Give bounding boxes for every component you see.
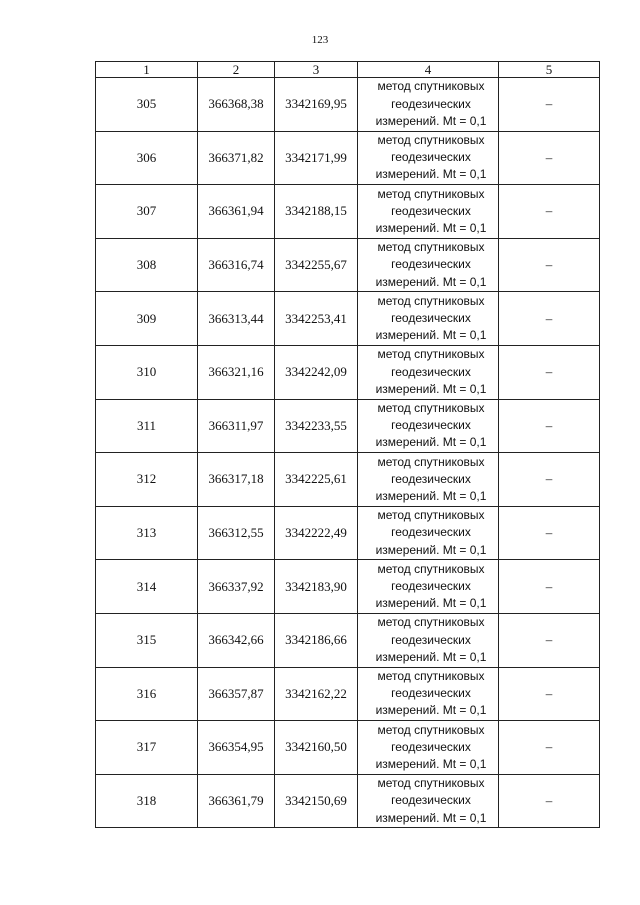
method-cell xyxy=(358,613,499,667)
description-cell: – xyxy=(499,453,600,507)
description-cell: – xyxy=(499,185,600,239)
x-coordinate-cell: 366361,94 xyxy=(198,185,275,239)
method-text-line: метод спутниковых xyxy=(377,240,485,255)
y-coordinate-cell: 3342222,49 xyxy=(275,506,358,560)
x-coordinate-cell: 366313,44 xyxy=(198,292,275,346)
table-row xyxy=(96,78,600,132)
description-cell: – xyxy=(499,506,600,560)
y-coordinate-cell: 3342242,09 xyxy=(275,345,358,399)
x-coordinate-cell: 366321,16 xyxy=(198,345,275,399)
method-cell xyxy=(358,506,499,560)
point-number-cell: 311 xyxy=(96,399,198,453)
y-coordinate-cell: 3342233,55 xyxy=(275,399,358,453)
method-cell xyxy=(358,185,499,239)
table-row xyxy=(96,131,600,185)
x-coordinate-cell: 366361,79 xyxy=(198,774,275,828)
method-text-line: метод спутниковых xyxy=(377,293,485,308)
method-text-line: геодезических xyxy=(391,364,471,379)
point-number-cell: 305 xyxy=(96,78,198,132)
y-coordinate-cell: 3342160,50 xyxy=(275,721,358,775)
description-cell: – xyxy=(499,667,600,721)
method-cell xyxy=(358,78,499,132)
method-text-line: метод спутниковых xyxy=(377,454,485,469)
method-text-line: измерений. Mt = 0,1 xyxy=(375,435,487,450)
method-text-line: измерений. Mt = 0,1 xyxy=(375,167,487,182)
method-cell xyxy=(358,399,499,453)
y-coordinate-cell: 3342150,69 xyxy=(275,774,358,828)
table-body xyxy=(96,78,600,828)
method-cell xyxy=(358,774,499,828)
method-text-line: геодезических xyxy=(391,203,471,218)
method-cell xyxy=(358,345,499,399)
method-text-line: метод спутниковых xyxy=(377,186,485,201)
description-cell: – xyxy=(499,292,600,346)
description-cell: – xyxy=(499,238,600,292)
method-text-line: геодезических xyxy=(391,96,471,111)
method-text-line: геодезических xyxy=(391,632,471,647)
description-cell: – xyxy=(499,560,600,614)
description-cell: – xyxy=(499,721,600,775)
x-coordinate-cell: 366316,74 xyxy=(198,238,275,292)
table-row xyxy=(96,399,600,453)
method-cell xyxy=(358,667,499,721)
page-number: 123 xyxy=(311,34,329,46)
table-row xyxy=(96,292,600,346)
x-coordinate-cell: 366311,97 xyxy=(198,399,275,453)
x-coordinate-cell: 366317,18 xyxy=(198,453,275,507)
point-number-cell: 308 xyxy=(96,238,198,292)
point-number-cell: 309 xyxy=(96,292,198,346)
method-text-line: измерений. Mt = 0,1 xyxy=(375,810,487,825)
method-text-line: метод спутниковых xyxy=(377,133,485,148)
table-row xyxy=(96,238,600,292)
method-text-line: метод спутниковых xyxy=(377,401,485,416)
method-text-line: измерений. Mt = 0,1 xyxy=(375,221,487,236)
description-cell: – xyxy=(499,613,600,667)
method-text-line: метод спутниковых xyxy=(377,508,485,523)
description-cell: – xyxy=(499,399,600,453)
column-header: 1 xyxy=(96,62,198,78)
method-text-line: геодезических xyxy=(391,525,471,540)
point-number-cell: 316 xyxy=(96,667,198,721)
table-header-row xyxy=(96,62,600,78)
description-cell: – xyxy=(499,345,600,399)
point-number-cell: 318 xyxy=(96,774,198,828)
y-coordinate-cell: 3342183,90 xyxy=(275,560,358,614)
x-coordinate-cell: 366342,66 xyxy=(198,613,275,667)
method-text-line: измерений. Mt = 0,1 xyxy=(375,596,487,611)
table-row xyxy=(96,613,600,667)
point-number-cell: 315 xyxy=(96,613,198,667)
method-text-line: метод спутниковых xyxy=(377,347,485,362)
point-number-cell: 317 xyxy=(96,721,198,775)
method-text-line: геодезических xyxy=(391,418,471,433)
method-text-line: геодезических xyxy=(391,257,471,272)
point-number-cell: 314 xyxy=(96,560,198,614)
method-text-line: геодезических xyxy=(391,311,471,326)
method-text-line: геодезических xyxy=(391,579,471,594)
column-header: 3 xyxy=(275,62,358,78)
method-text-line: геодезических xyxy=(391,739,471,754)
method-cell xyxy=(358,131,499,185)
description-cell: – xyxy=(499,774,600,828)
method-text-line: измерений. Mt = 0,1 xyxy=(375,703,487,718)
method-cell xyxy=(358,453,499,507)
method-text-line: измерений. Mt = 0,1 xyxy=(375,113,487,128)
method-cell xyxy=(358,560,499,614)
point-number-cell: 306 xyxy=(96,131,198,185)
description-cell: – xyxy=(499,78,600,132)
method-text-line: измерений. Mt = 0,1 xyxy=(375,542,487,557)
method-text-line: измерений. Mt = 0,1 xyxy=(375,328,487,343)
y-coordinate-cell: 3342253,41 xyxy=(275,292,358,346)
coordinates-table xyxy=(95,61,600,828)
method-text-line: геодезических xyxy=(391,686,471,701)
y-coordinate-cell: 3342162,22 xyxy=(275,667,358,721)
y-coordinate-cell: 3342186,66 xyxy=(275,613,358,667)
method-text-line: измерений. Mt = 0,1 xyxy=(375,381,487,396)
method-text-line: метод спутниковых xyxy=(377,776,485,791)
method-text-line: измерений. Mt = 0,1 xyxy=(375,274,487,289)
point-number-cell: 310 xyxy=(96,345,198,399)
x-coordinate-cell: 366354,95 xyxy=(198,721,275,775)
column-header: 2 xyxy=(198,62,275,78)
method-text-line: метод спутниковых xyxy=(377,79,485,94)
x-coordinate-cell: 366371,82 xyxy=(198,131,275,185)
column-header: 4 xyxy=(358,62,499,78)
point-number-cell: 307 xyxy=(96,185,198,239)
table-row xyxy=(96,345,600,399)
table-row xyxy=(96,453,600,507)
method-text-line: метод спутниковых xyxy=(377,722,485,737)
method-text-line: метод спутниковых xyxy=(377,615,485,630)
method-cell xyxy=(358,238,499,292)
table-row xyxy=(96,506,600,560)
method-text-line: геодезических xyxy=(391,471,471,486)
y-coordinate-cell: 3342188,15 xyxy=(275,185,358,239)
y-coordinate-cell: 3342255,67 xyxy=(275,238,358,292)
x-coordinate-cell: 366357,87 xyxy=(198,667,275,721)
table-row xyxy=(96,185,600,239)
method-text-line: измерений. Mt = 0,1 xyxy=(375,649,487,664)
method-text-line: метод спутниковых xyxy=(377,669,485,684)
method-text-line: геодезических xyxy=(391,150,471,165)
x-coordinate-cell: 366368,38 xyxy=(198,78,275,132)
point-number-cell: 312 xyxy=(96,453,198,507)
y-coordinate-cell: 3342225,61 xyxy=(275,453,358,507)
table-row xyxy=(96,721,600,775)
method-cell xyxy=(358,292,499,346)
table-row xyxy=(96,560,600,614)
x-coordinate-cell: 366337,92 xyxy=(198,560,275,614)
x-coordinate-cell: 366312,55 xyxy=(198,506,275,560)
column-header: 5 xyxy=(499,62,600,78)
table-row xyxy=(96,667,600,721)
method-text-line: измерений. Mt = 0,1 xyxy=(375,757,487,772)
table-row xyxy=(96,774,600,828)
method-text-line: метод спутниковых xyxy=(377,561,485,576)
y-coordinate-cell: 3342171,99 xyxy=(275,131,358,185)
description-cell: – xyxy=(499,131,600,185)
method-text-line: геодезических xyxy=(391,793,471,808)
y-coordinate-cell: 3342169,95 xyxy=(275,78,358,132)
method-text-line: измерений. Mt = 0,1 xyxy=(375,489,487,504)
point-number-cell: 313 xyxy=(96,506,198,560)
method-cell xyxy=(358,721,499,775)
